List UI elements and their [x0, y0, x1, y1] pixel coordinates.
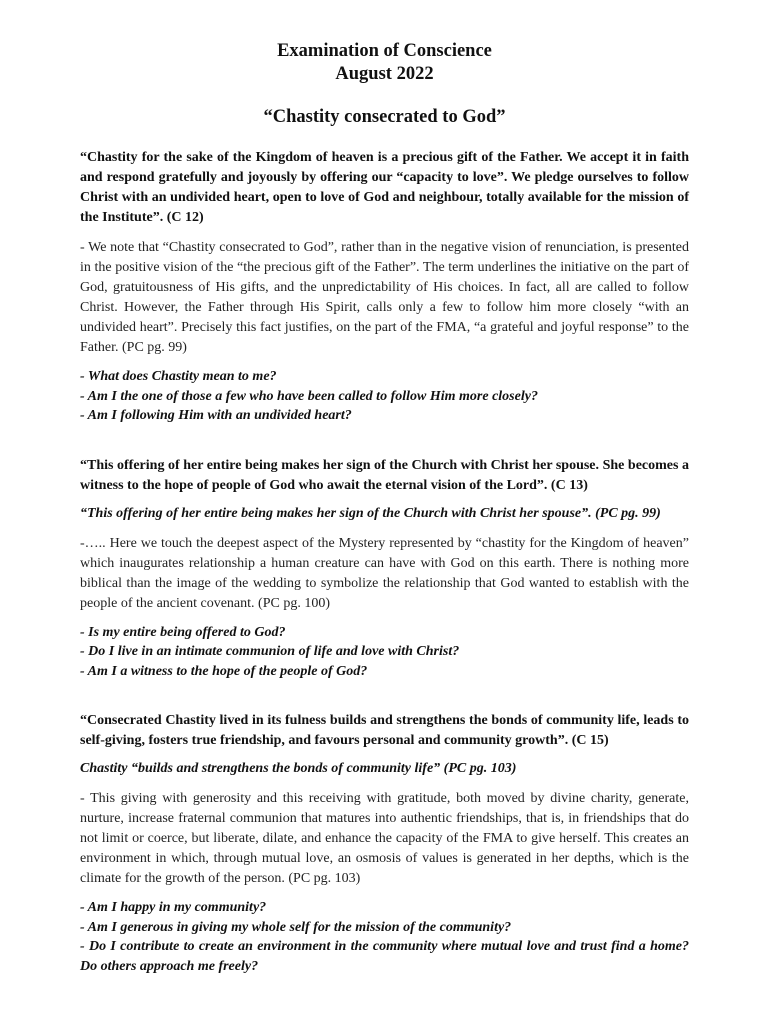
question-item: - Am I following Him with an undivided heart? [80, 408, 352, 423]
question-item: - Am I happy in my community? [80, 900, 267, 915]
theme-heading: “Chastity consecrated to God” [263, 107, 506, 127]
reflection-paragraph: -….. Here we touch the deepest aspect of the Mystery represented by “chastity for the Kingdom of heaven” which inaugurates relationship a human creature can have with God on this earth. There is nothing more biblical than the image of the wedding to symbolize the relationship that God wanted to establish with the people of the ancient covenant. (PC pg. 100) [80, 535, 689, 611]
question-list [80, 367, 689, 426]
question-item: - Is my entire being offered to God? [80, 624, 286, 640]
question-item: - Do I contribute to create an environment in the community where mutual love and trust find a home? Do others approach me freely? [80, 939, 689, 974]
constitution-quote: “Consecrated Chastity lived in its fulness builds and strengthens the bonds of community life, leads to self-giving, fosters true friendship, and favours personal and community growth”. (C 15) [80, 713, 689, 748]
constitution-quote: “Chastity for the sake of the Kingdom of heaven is a precious gift of the Father. We accept it in faith and respond gratefully and joyously by offering our “capacity to love”. We pledge ourselves to follow Christ with an undivided heart, open to love of God and neighbour, totally available for the mission of the Institute”. (C 12) [80, 150, 689, 225]
document-title: Examination of Conscience [277, 41, 492, 61]
question-list [80, 623, 689, 682]
emphasis-quote: “This offering of her entire being makes her sign of the Church with Christ her spouse”. (PC pg. 99) [80, 505, 661, 521]
question-list [80, 898, 689, 976]
emphasis-quote: Chastity “builds and strengthens the bonds of community life” (PC pg. 103) [80, 761, 517, 776]
question-item: - Do I live in an intimate communion of life and love with Christ? [80, 644, 460, 659]
reflection-paragraph: - We note that “Chastity consecrated to God”, rather than in the negative vision of renunciation, is presented in the positive vision of the “the precious gift of the Father”. The term underlines the initiative on the part of God, gratuitousness of His gifts, and the unpredictability of His choices. In fact, all are called to follow Christ. However, the Father through His Spirit, calls only a few to follow him more closely “with an undivided heart”. Precisely this fact justifies, on the part of the FMA, “a grateful and joyful response” to the Father. (PC pg. 99) [80, 240, 689, 355]
question-item: - Am I generous in giving my whole self for the mission of the community? [80, 919, 512, 935]
question-item: - Am I the one of those a few who have been called to follow Him more closely? [80, 388, 538, 404]
section-c13 [80, 456, 689, 682]
question-item: - Am I a witness to the hope of the people of God? [80, 663, 368, 679]
section-c12 [80, 148, 689, 426]
question-item: - What does Chastity mean to me? [80, 369, 277, 384]
section-c15 [80, 711, 689, 976]
document-date: August 2022 [335, 64, 434, 84]
reflection-paragraph: - This giving with generosity and this receiving with gratitude, both moved by divine charity, generate, nurture, increase fraternal communion that matures into authentic friendships, that is, in friendships that do not limit or coerce, but liberate, dilate, and enhance the capacity of the FMA to give herself. This creates an environment in which, through mutual love, an osmosis of values is generated in her depths, which is the climate for the growth of the person. (PC pg. 103) [80, 791, 689, 886]
constitution-quote: “This offering of her entire being makes her sign of the Church with Christ her spouse. She becomes a witness to the hope of people of God who await the eternal vision of the Lord”. (C 13) [80, 457, 689, 493]
